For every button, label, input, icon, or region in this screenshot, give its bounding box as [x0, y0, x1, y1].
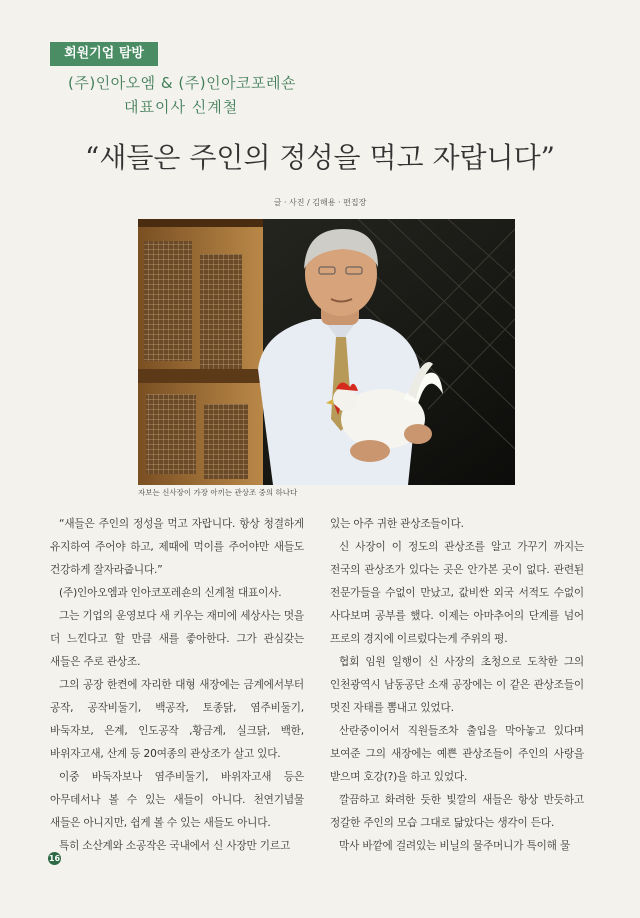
page-number: 16 — [48, 854, 61, 863]
paragraph: “새들은 주인의 정성을 먹고 자랍니다. 항상 청결하게 유지하여 주어야 하고, 제때에 먹이를 주어야만 새들도 건강하게 잘자라줍니다.” — [50, 518, 304, 576]
company-name: (주)인아오엠 & (주)인아코포레숀 — [68, 74, 297, 92]
left-column — [50, 513, 304, 858]
paragraph: 특히 소산계와 소공작은 국내에서 신 사장만 기르고 — [59, 840, 291, 852]
paragraph: 막사 바깥에 걸려있는 비닐의 물주머니가 특이해 물 — [339, 840, 571, 852]
byline: 글 · 사진 / 김해용 · 편집장 — [273, 198, 367, 207]
person-title: 대표이사 신계철 — [124, 98, 239, 116]
section-badge: 회원기업 탐방 — [50, 42, 158, 66]
article-photo — [138, 219, 515, 485]
paragraph: 그의 공장 한켠에 자리한 대형 새장에는 금계에서부터 공작, 공작비둘기, 백공작, 토종닭, 염주비둘기, 바둑자보, 은계, 인도공작 ,황금계, 실크닭, 백한, 바위자고새, 산계 등 20여종의 관상조가 살고 있다. — [50, 679, 304, 760]
paragraph: 신 사장이 이 정도의 관상조를 알고 가꾸기 까지는 전국의 관상조가 있다는 곳은 안가본 곳이 없다. 관련된 전문가들을 수없이 만났고, 값비싼 외국 서적도 수없이 사다보며 공부를 했다. 이제는 아마추어의 단계를 넘어 프로의 경지에 이르렀다는게 주위의 평. — [330, 541, 584, 645]
paragraph: 이중 바둑자보나 염주비둘기, 바위자고새 등은 아무데서나 볼 수 있는 새들이 아니다. 천연기념물 새들은 아니지만, 쉽게 볼 수 있는 새들도 아니다. — [50, 771, 304, 829]
right-column — [330, 513, 584, 858]
photo-illustration — [138, 219, 515, 485]
paragraph: (주)인아오엠과 인아코포레숀의 신계철 대표이사. — [59, 587, 282, 599]
paragraph: 산란중이어서 직원들조차 출입을 막아놓고 있다며 보여준 그의 새장에는 예쁜 관상조들이 주인의 사랑을 받으며 호강(?)을 하고 있었다. — [330, 725, 584, 783]
paragraph: 있는 아주 귀한 관상조들이다. — [330, 518, 464, 530]
paragraph: 협회 임원 일행이 신 사장의 초청으로 도착한 그의 인천광역시 남동공단 소재 공장에는 이 같은 관상조들이 멋진 자태를 뽐내고 있었다. — [330, 656, 584, 714]
photo-caption: 자보는 신사장이 가장 아끼는 관상조 중의 하나다 — [138, 488, 298, 497]
article-headline: “새들은 주인의 정성을 먹고 자랍니다” — [85, 141, 555, 174]
paragraph: 그는 기업의 운영보다 새 키우는 재미에 세상사는 멋을 더 느낀다고 할 만큼 새를 좋아한다. 그가 관심갖는 새들은 주로 관상조. — [50, 610, 304, 668]
paragraph: 깔끔하고 화려한 듯한 빛깔의 새들은 항상 반듯하고 정갈한 주인의 모습 그대로 닮았다는 생각이 든다. — [330, 794, 584, 829]
